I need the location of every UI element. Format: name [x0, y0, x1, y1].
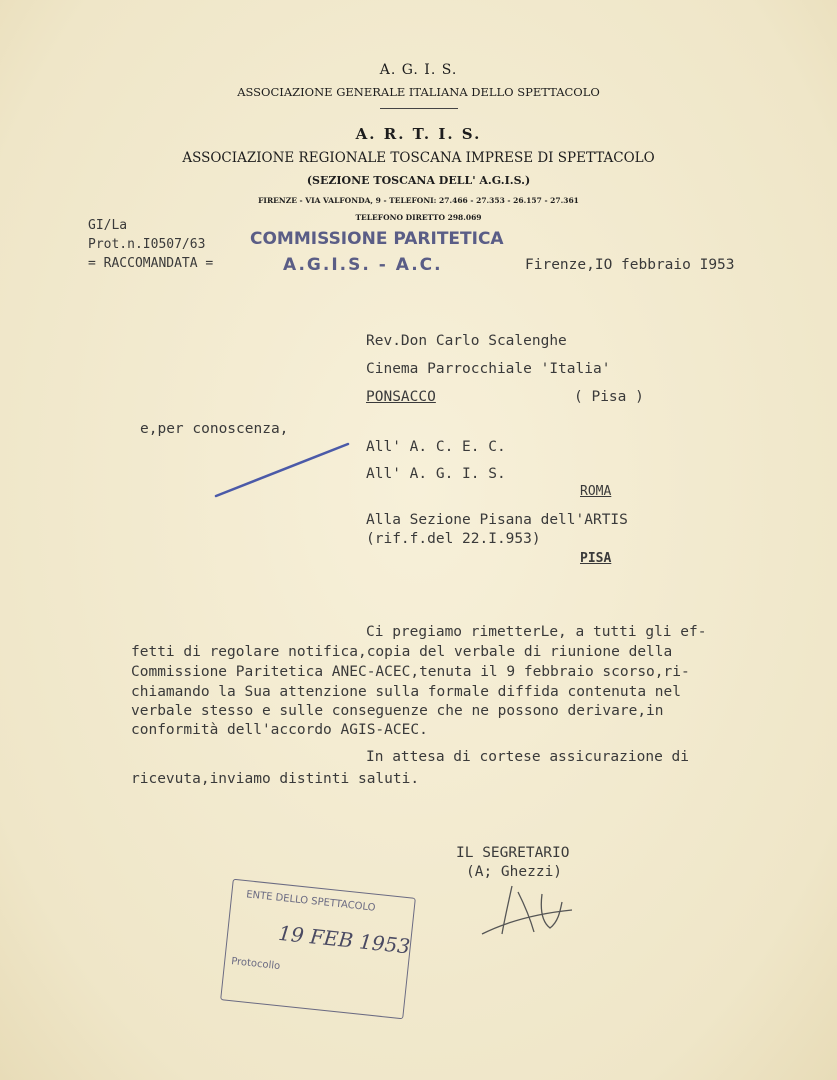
- signature-name: (A; Ghezzi): [466, 864, 563, 880]
- received-stamp: [220, 879, 416, 1020]
- closing-line: ricevuta,inviamo distinti saluti.: [131, 771, 420, 787]
- letterhead-address: FIRENZE - VIA VALFONDA, 9 - TELEFONI: 27.466 - 27.353 - 26.157 - 27.361: [258, 196, 579, 205]
- registered-mail-label: = RACCOMANDATA =: [88, 256, 214, 271]
- received-stamp-label: Protocollo: [230, 956, 281, 973]
- place-date: Firenze,IO febbraio I953: [525, 257, 735, 273]
- cc-acec: All' A. C. E. C.: [366, 439, 506, 455]
- body-line: chiamando la Sua attenzione sulla formale diffida contenuta nel: [131, 684, 681, 700]
- artis-full-name: ASSOCIAZIONE REGIONALE TOSCANA IMPRESE DI SPETTACOLO: [182, 150, 655, 166]
- protocol-number: Prot.n.I0507/63: [88, 237, 206, 252]
- received-stamp-org: ENTE DELLO SPETTACOLO: [245, 889, 376, 914]
- agis-acronym: A. G. I. S.: [379, 62, 458, 78]
- signature-title: IL SEGRETARIO: [456, 845, 570, 861]
- recipient-cinema: Cinema Parrocchiale 'Italia': [366, 361, 611, 377]
- body-line: verbale stesso e sulle conseguenze che ne possono derivare,in: [131, 703, 664, 719]
- cc-city: ROMA: [580, 484, 612, 499]
- body-line: Ci pregiamo rimetterLe, a tutti gli ef-: [366, 624, 707, 640]
- artis-acronym: A. R. T. I. S.: [355, 125, 482, 143]
- body-line: Commissione Paritetica ANEC-ACEC,tenuta il 9 febbraio scorso,ri-: [131, 664, 690, 680]
- section-recipient-line2: (rif.f.del 22.I.953): [366, 531, 541, 547]
- handwritten-signature: [472, 874, 582, 944]
- body-line: conformità dell'accordo AGIS-ACEC.: [131, 722, 428, 738]
- recipient-town: PONSACCO: [366, 389, 436, 405]
- pen-stroke-mark: [212, 440, 352, 502]
- header-divider: [380, 108, 458, 109]
- artis-section: (SEZIONE TOSCANA DELL' A.G.I.S.): [306, 174, 531, 187]
- received-stamp-date: 19 FEB 1953: [277, 920, 412, 959]
- commission-stamp-line2: A.G.I.S. - A.C.: [283, 255, 443, 275]
- cc-label: e,per conoscenza,: [140, 421, 289, 437]
- body-line: fetti di regolare notifica,copia del verbale di riunione della: [131, 644, 673, 660]
- reference-initials: GI/La: [88, 218, 128, 233]
- recipient-name: Rev.Don Carlo Scalenghe: [366, 333, 567, 349]
- closing-line: In attesa di cortese assicurazione di: [366, 749, 690, 765]
- section-city: PISA: [580, 551, 612, 566]
- commission-stamp-line1: COMMISSIONE PARITETICA: [250, 229, 504, 249]
- cc-agis: All' A. G. I. S.: [366, 466, 506, 482]
- agis-full-name: ASSOCIAZIONE GENERALE ITALIANA DELLO SPETTACOLO: [237, 85, 600, 99]
- section-recipient-line1: Alla Sezione Pisana dell'ARTIS: [366, 512, 628, 528]
- letterhead-direct-phone: TELEFONO DIRETTO 298.069: [355, 213, 482, 222]
- recipient-province: ( Pisa ): [574, 389, 644, 405]
